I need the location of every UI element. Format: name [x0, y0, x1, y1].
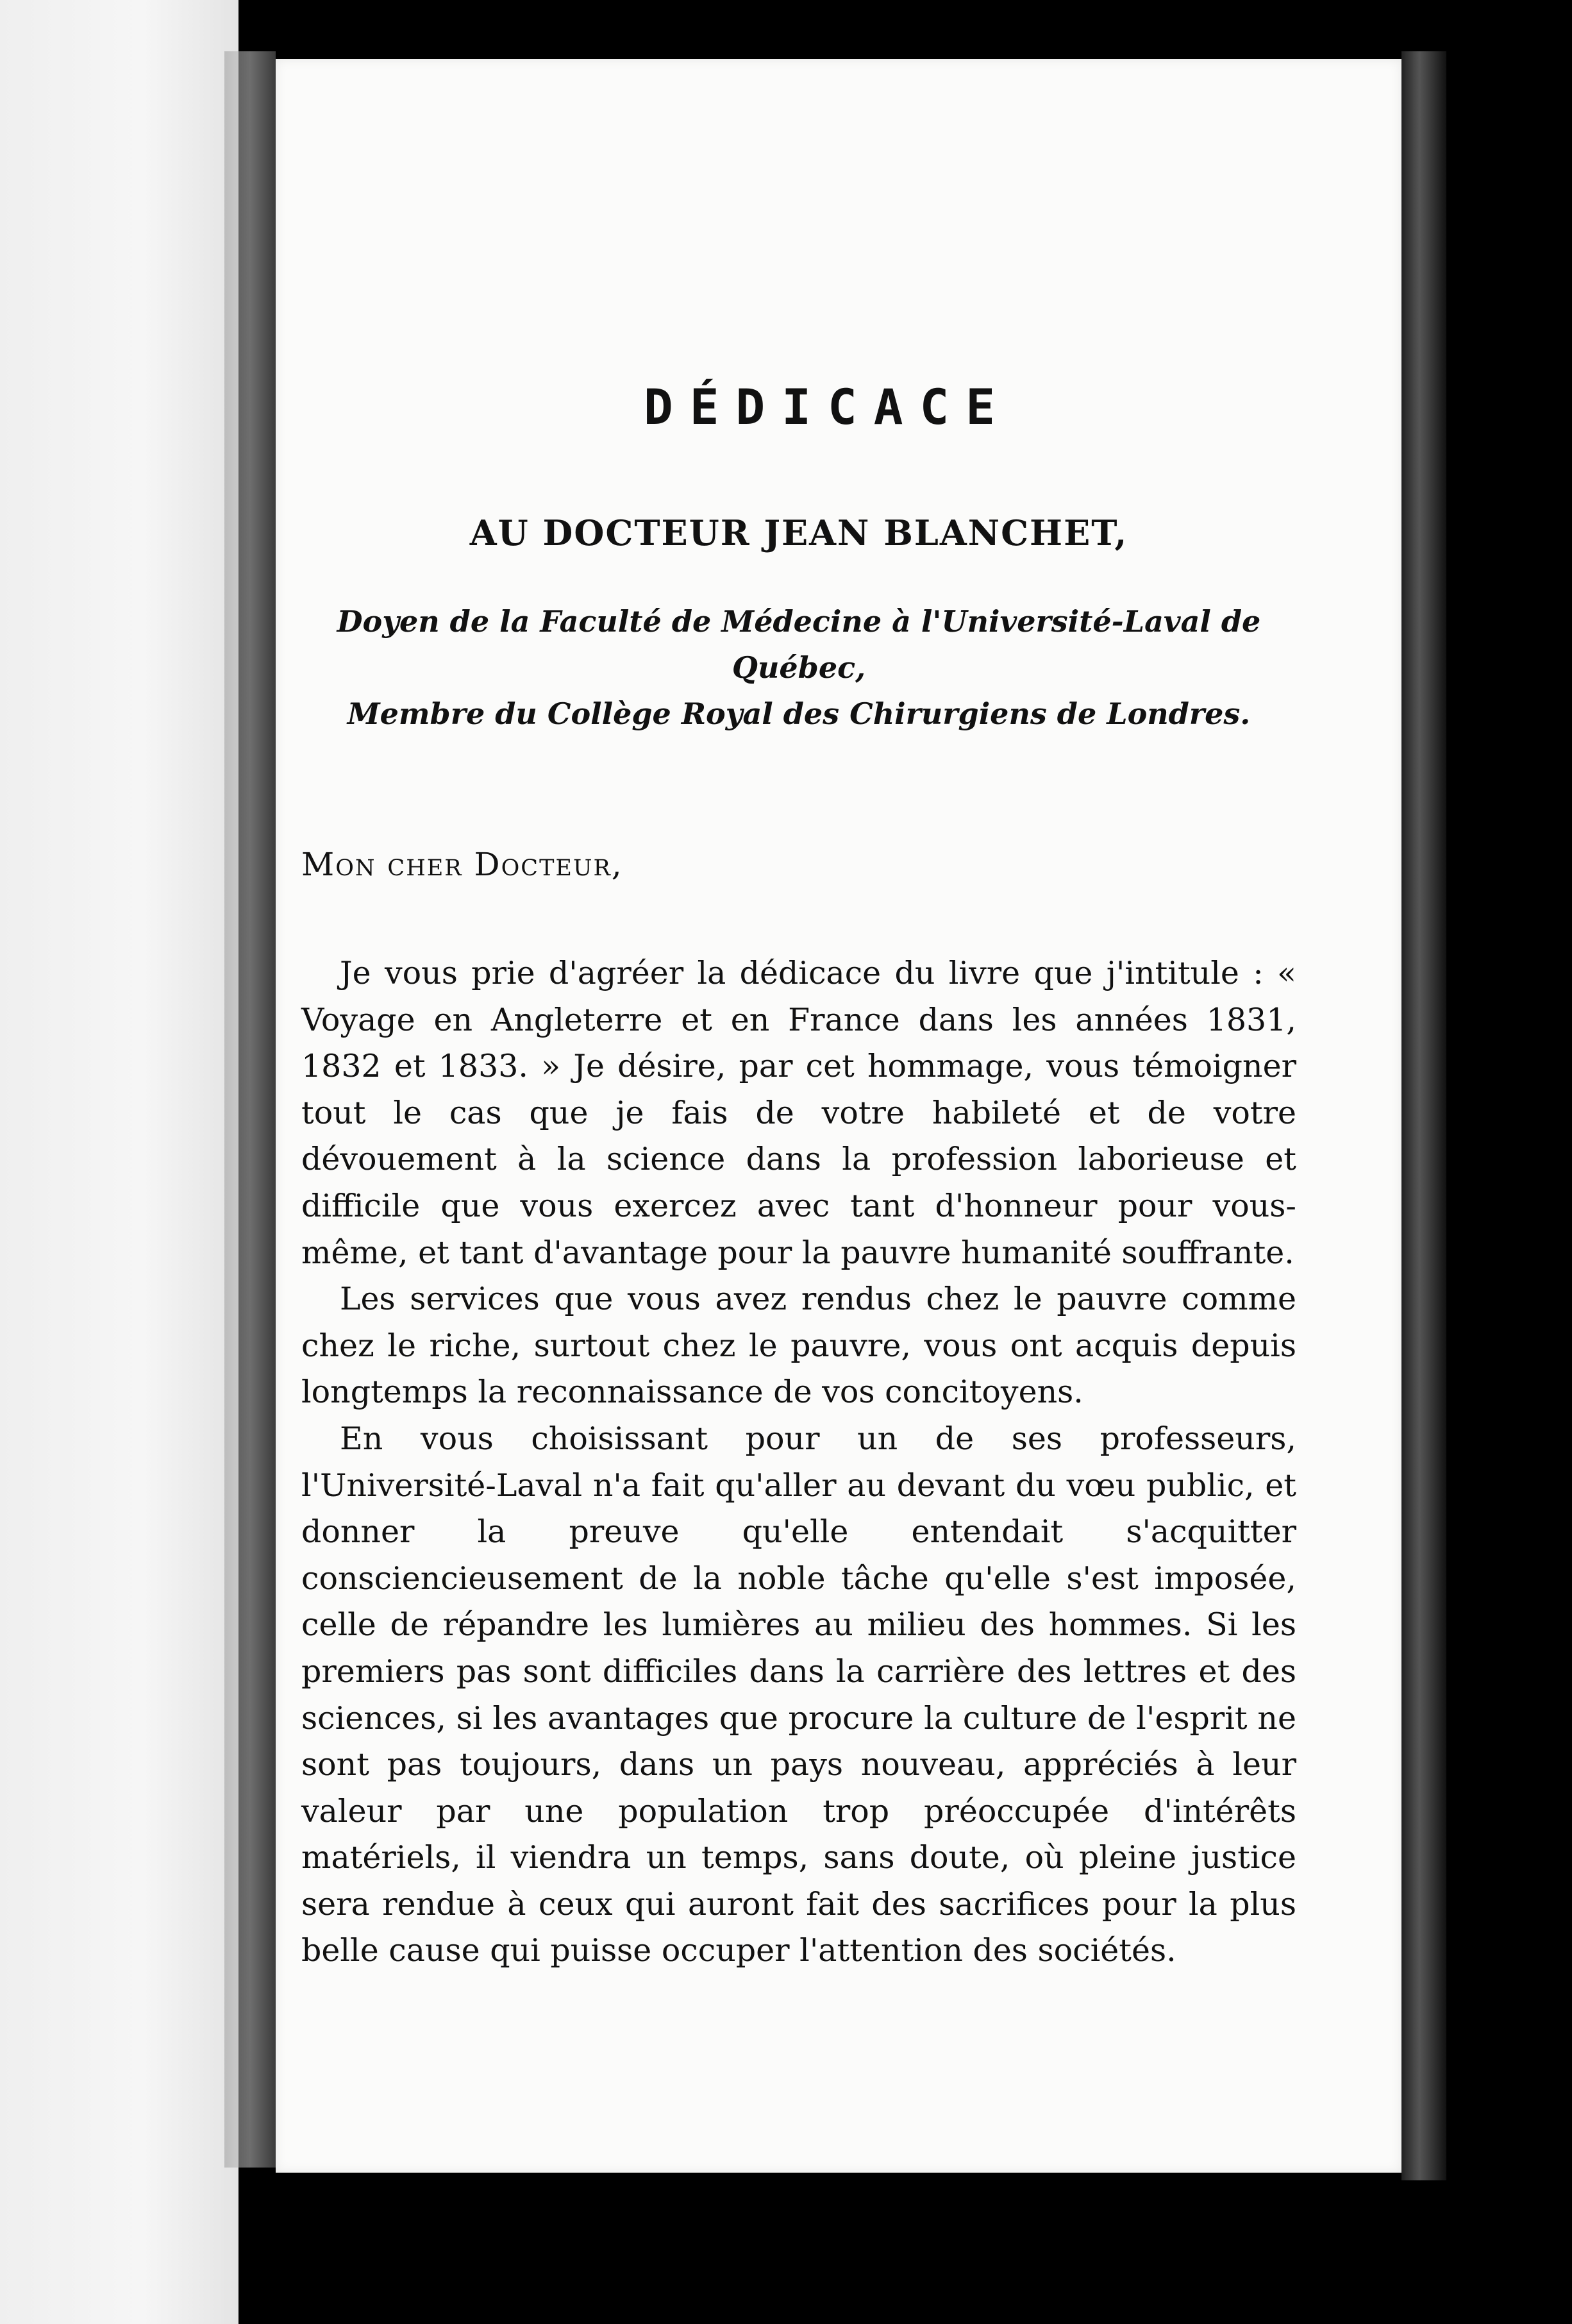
salutation: Mon cher Docteur,: [301, 846, 623, 883]
paragraph-2: Les services que vous avez rendus chez le pauvre comme chez le riche, surtout chez le pauvre, vous ont acquis depuis longtemps la reconnaissance de vos concitoyens.: [301, 1281, 1296, 1411]
page-stack-edge: [1401, 51, 1446, 2180]
page-content: [301, 378, 1296, 1975]
book-gutter: [224, 51, 276, 2168]
addressee-credentials: [301, 598, 1296, 737]
paragraph-1: Je vous prie d'agréer la dédicace du livre que j'intitule : « Voyage en Angleterre et en France dans les années 1831, 1832 et 1833. » Je désire, par cet hommage, vous témoigner tout le cas que je fais de votre habileté et de votre dévouement à la science dans la profession laborieuse et difficile que vous exercez avec tant d'honneur pour vous-même, et tant d'avantage pour la pauvre humanité souffrante.: [301, 955, 1296, 1271]
credentials-line-1: Doyen de la Faculté de Médecine à l'Université-Laval de Québec,: [337, 604, 1261, 685]
credentials-line-2: Membre du Collège Royal des Chirurgiens de Londres.: [347, 696, 1251, 731]
previous-page: [0, 0, 238, 2324]
dedication-addressee: AU DOCTEUR JEAN BLANCHET,: [469, 512, 1128, 553]
paragraph-3: En vous choisissant pour un de ses professeurs, l'Université-Laval n'a fait qu'aller au devant du vœu public, et donner la preuve qu'elle entendait s'acquitter consciencieusement de la noble tâche qu'elle s'est imposée, celle de répandre les lumières au milieu des hommes. Si les premiers pas sont difficiles dans la carrière des lettres et des sciences, si les avantages que procure la culture de l'esprit ne sont pas toujours, dans un pays nouveau, appréciés à leur valeur par une population trop préoccupée d'intérêts matériels, il viendra un temps, sans doute, où pleine justice sera rendue à ceux qui auront fait des sacrifices pour la plus belle cause qui puisse occuper l'attention des sociétés.: [301, 1420, 1296, 1969]
page-title: DÉDICACE: [643, 378, 1012, 435]
